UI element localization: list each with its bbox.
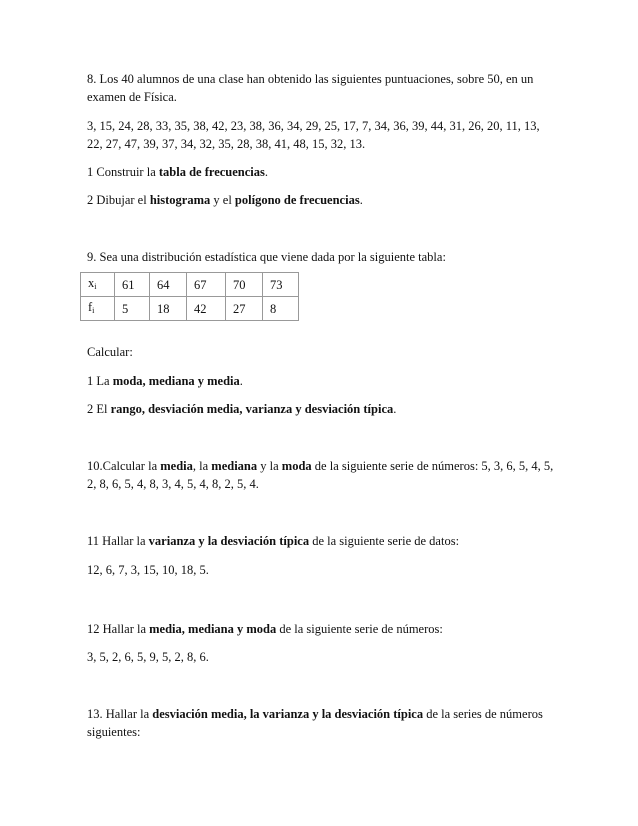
table-row-f bbox=[81, 297, 299, 321]
exercise-9-calc-label: Calcular: bbox=[87, 345, 133, 359]
exercise-10: 10.Calcular la media, la mediana y la moda de la siguiente serie de números: 5, 3, 6, 5, 4, 5, 2, 8, 6, 5, 4, 8, 3, 4, 5, 4, 8, 2, 5, 4. bbox=[87, 459, 554, 491]
table-cell: 70 bbox=[226, 273, 263, 297]
table-cell: 18 bbox=[150, 297, 187, 321]
table-row-x bbox=[81, 273, 299, 297]
table-cell: 42 bbox=[187, 297, 226, 321]
exercise-9-intro: 9. Sea una distribución estadística que viene dada por la siguiente tabla: bbox=[87, 250, 446, 264]
exercise-8-question-2: 2 Dibujar el histograma y el polígono de frecuencias. bbox=[87, 193, 363, 207]
table-cell: 27 bbox=[226, 297, 263, 321]
exercise-11-data: 12, 6, 7, 3, 15, 10, 18, 5. bbox=[87, 563, 209, 577]
table-cell: 61 bbox=[115, 273, 150, 297]
table-header-f: $f_i$ bbox=[81, 297, 115, 321]
frequency-table bbox=[80, 272, 299, 321]
table-cell: 67 bbox=[187, 273, 226, 297]
exercise-12-data: 3, 5, 2, 6, 5, 9, 5, 2, 8, 6. bbox=[87, 650, 209, 664]
table-cell: 64 bbox=[150, 273, 187, 297]
table-header-x: $x_i$ bbox=[81, 273, 115, 297]
table-cell: 73 bbox=[263, 273, 299, 297]
exercise-11: 11 Hallar la varianza y la desviación típica de la siguiente serie de datos: bbox=[87, 534, 460, 548]
table-cell: 8 bbox=[263, 297, 299, 321]
exercise-13: 13. Hallar la desviación media, la varianza y la desviación típica de la series de números siguientes: bbox=[87, 707, 543, 739]
table-cell: 5 bbox=[115, 297, 150, 321]
exercise-8-intro: 8. Los 40 alumnos de una clase han obtenido las siguientes puntuaciones, sobre 50, en un examen de Física. bbox=[87, 72, 534, 104]
exercise-8-data: 3, 15, 24, 28, 33, 35, 38, 42, 23, 38, 36, 34, 29, 25, 17, 7, 34, 36, 39, 44, 31, 26, 20, 11, 13, 22, 27, 47, 39, 37, 34, 32, 35, 28, 38, 41, 48, 15, 32, 13. bbox=[87, 119, 540, 151]
exercise-9-question-2: 2 El rango, desviación media, varianza y desviación típica. bbox=[87, 402, 397, 416]
exercise-9-question-1: 1 La moda, mediana y media. bbox=[87, 374, 243, 388]
exercise-12: 12 Hallar la media, mediana y moda de la siguiente serie de números: bbox=[87, 622, 443, 636]
exercise-8-question-1: 1 Construir la tabla de frecuencias. bbox=[87, 165, 269, 179]
